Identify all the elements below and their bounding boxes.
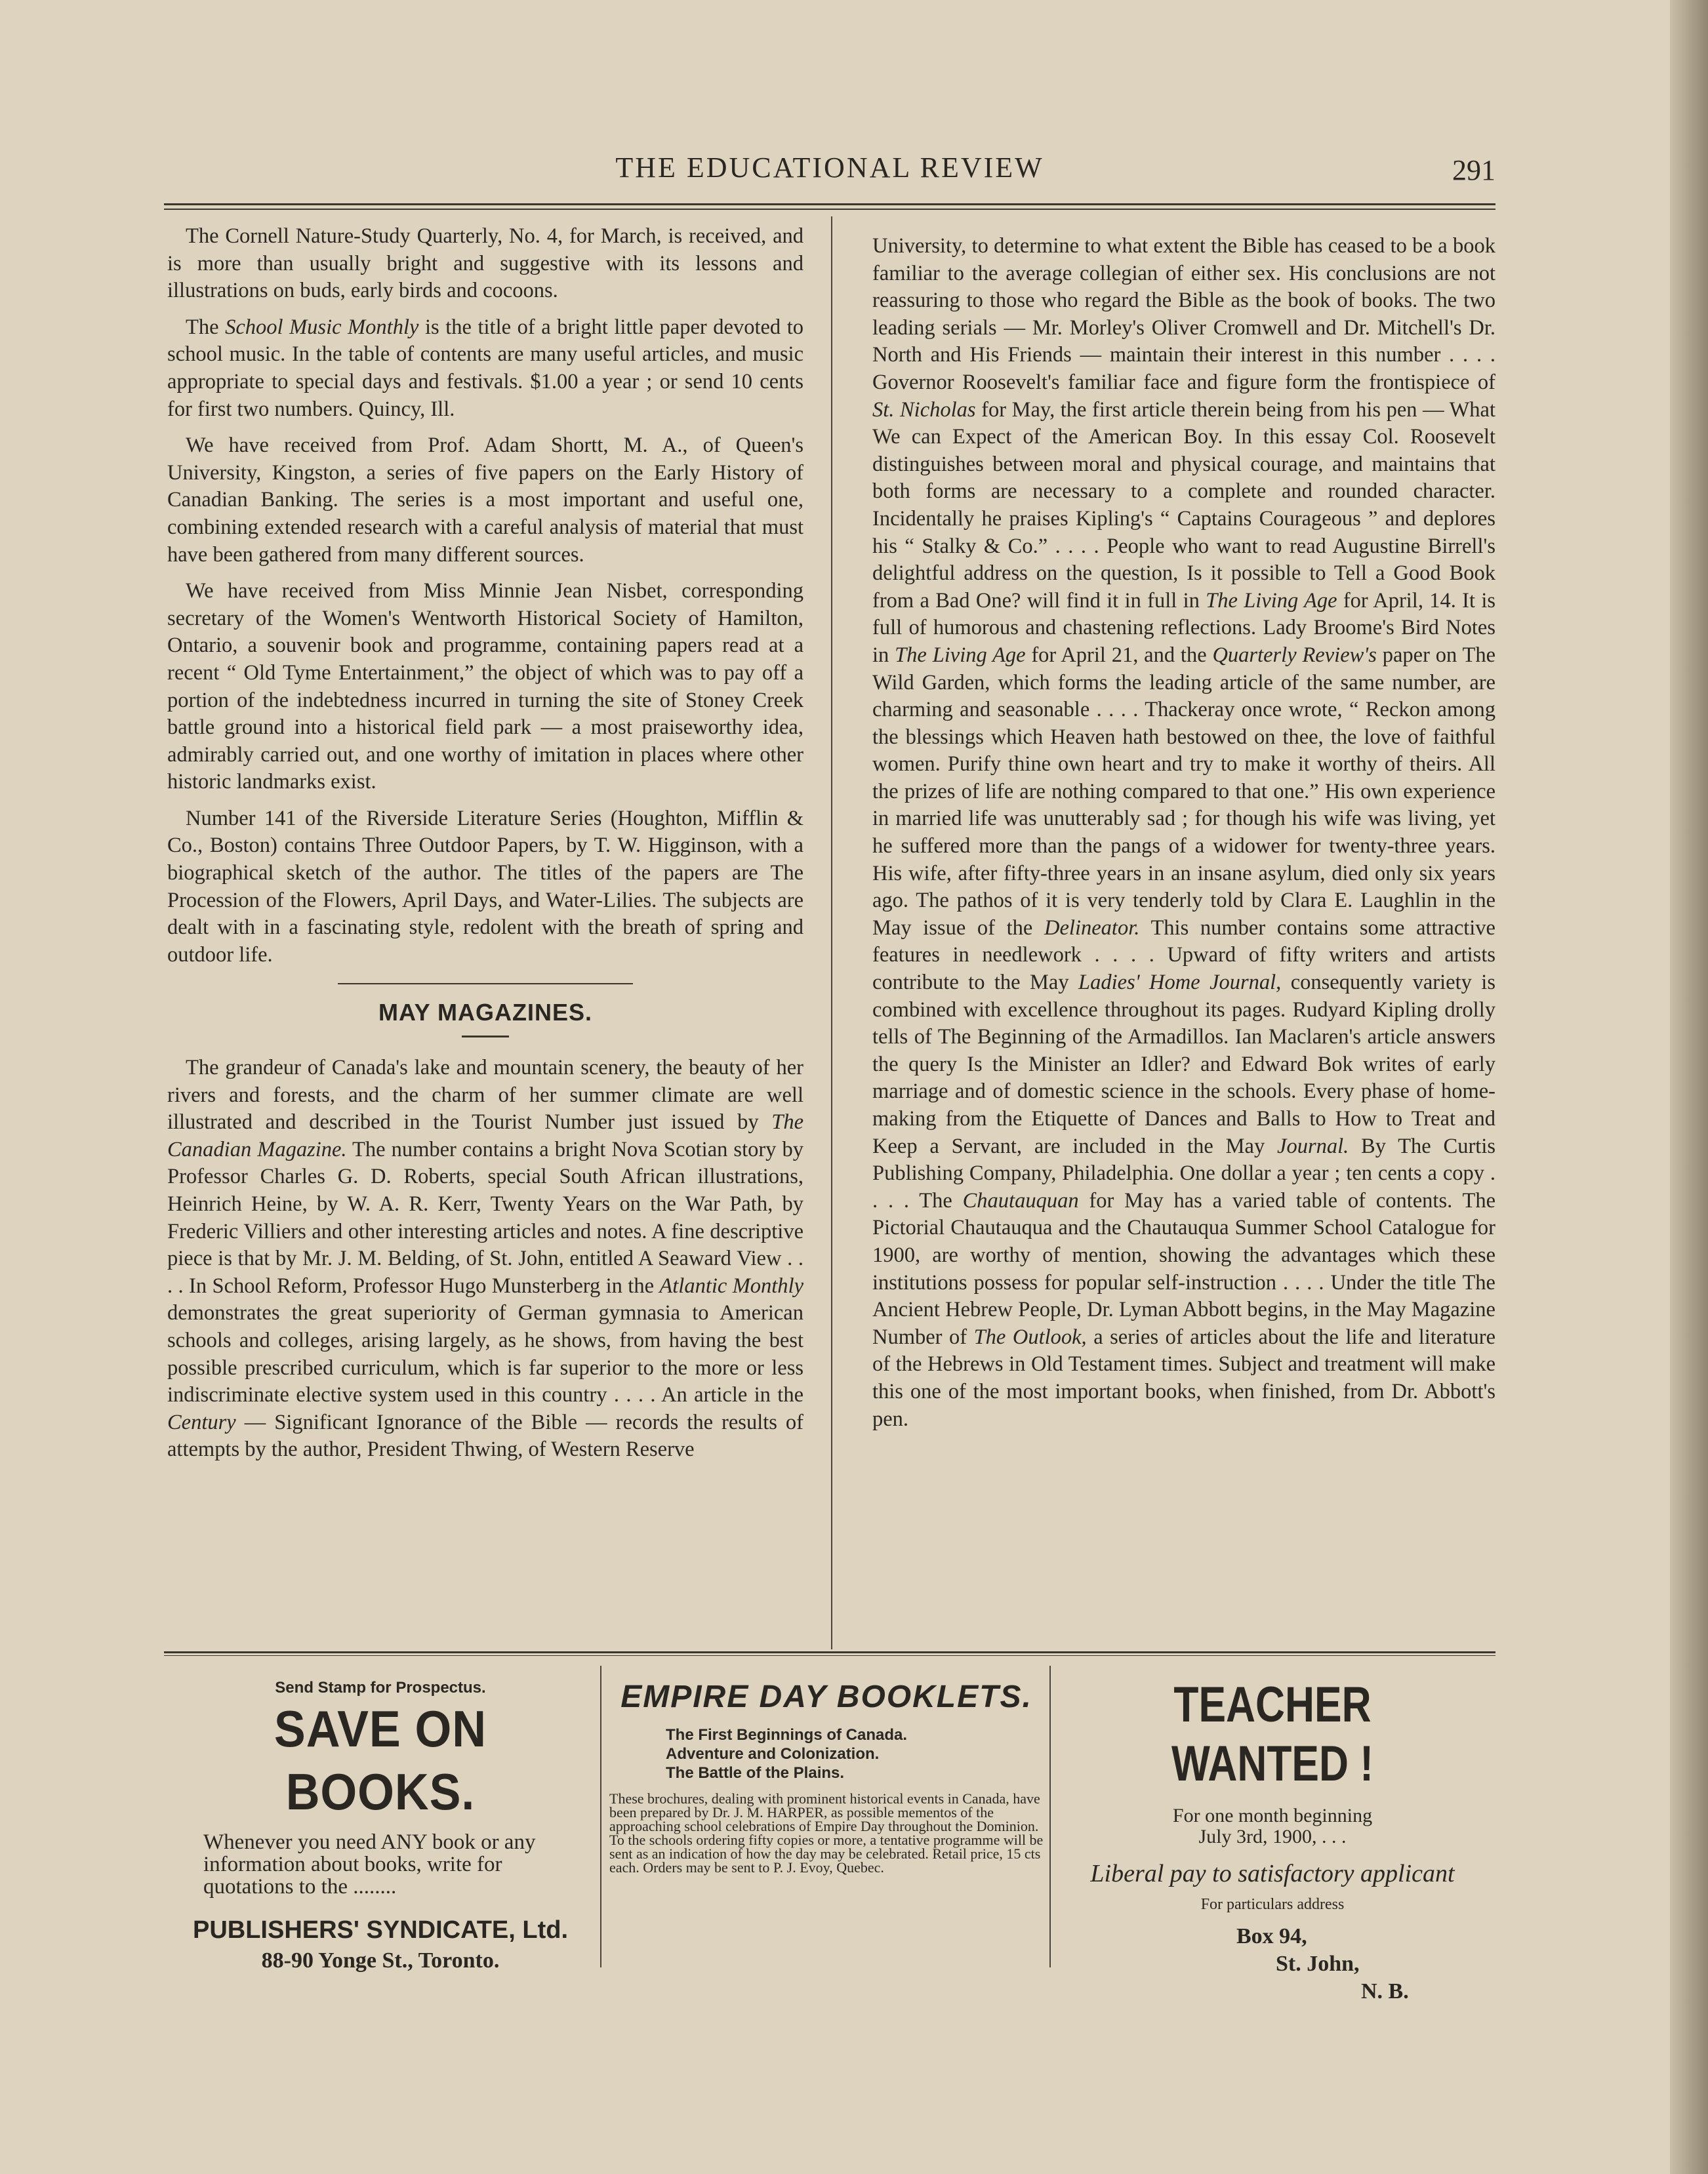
ad-teacher-box: Box 94, [1236,1924,1307,1948]
ad-save-on-books [164,1679,597,1973]
paragraph-continued: University, to determine to what extent the Bible has ceased to be a book familiar to the average collegian of either sex. His conclusions are not reassuring to those who regard the Bible as the book of books. The two leading serials — Mr. Morley's Oliver Cromwell and Dr. Mitchell's Dr. North and His Friends — maintain their interest in this number . . . . Governor Roosevelt's familiar face and figure form the frontispiece of St. Nicholas for May, the first article therein being from his pen — What We can Expect of the American Boy. In this essay Col. Roosevelt distinguishes between moral and physical courage, and maintains that both forms are necessary to a complete and rounded character. Incidentally he praises Kipling's “ Captains Courageous ” and deplores his “ Stalky & Co.” . . . . People who want to read Augustine Birrell's delightful address on the question, Is it possible to Tell a Good Book from a Bad One? will find it in full in The Living Age for April, 14. It is full of humorous and chastening reflections. Lady Broome's Bird Notes in The Living Age for April 21, and the Quarterly Review's paper on The Wild Garden, which forms the leading article of the same number, are charming and seasonable . . . . Thackeray once wrote, “ Reckon among the blessings which Heaven hath bestowed on thee, the love of faithful women. Purify thine own heart and try to make it worthy of theirs. All the prizes of life are nothing compared to that one.” His own experience in married life was unutterably sad ; for though his wife was living, yet he suffered more than the pangs of a widower for twenty-three years. His wife, after fifty-three years in an insane asylum, died only six years ago. The pathos of it is very tenderly told by Clara E. Laughlin in the May issue of the Delineator. This number contains some attractive features in needlework . . . . Upward of fifty writers and artists contribute to the May Ladies' Home Journal, consequently variety is combined with excellence throughout its pages. Rudyard Kipling drolly tells of The Beginning of the Armadillos. Ian Maclaren's article answers the query Is the Minister an Idler? and Edward Bok writes of early marriage and of domestic science in the schools. Every phase of home-making from the Etiquette of Dances and Balls to How to Treat and Keep a Servant, are included in the May Journal. By The Curtis Publishing Company, Philadelphia. One dollar a year ; ten cents a copy . . . . The Chautauquan for May has a varied table of contents. The Pictorial Chautauqua and the Chautauqua Summer School Catalogue for 1900, are worthy of mention, showing the advantages which these institutions possess for popular self-instruction . . . . Under the title The Ancient Hebrew People, Dr. Lyman Abbott begins, in the May Magazine Number of The Outlook, a series of articles about the life and literature of the Hebrews in Old Testament times. Subject and treatment will make this one of the most important books, when finished, from Dr. Abbott's pen. [872,234,1496,1431]
page-number: 291 [1452,154,1495,186]
header-rule-top [164,203,1495,205]
ad-books-address: 88-90 Yonge St., Toronto. [261,1948,500,1973]
journal-title: THE EDUCATIONAL REVIEW [615,151,1044,184]
ad-empire-titles [666,1725,1046,1782]
ad-divider-2 [1049,1666,1051,1967]
ad-teacher-city: St. John, [1276,1952,1360,1976]
ad-books-prospectus: Send Stamp for Prospectus. [275,1679,486,1697]
ad-divider-1 [600,1666,601,1967]
ad-empire-title-3: The Battle of the Plains. [666,1764,845,1782]
ad-teacher-line-1: For one month beginning [1172,1805,1373,1826]
title-underline [462,1036,509,1037]
paragraph-may-magazines: The grandeur of Canada's lake and mountain scenery, the beauty of her rivers and forests, and the charm of her summer climate are well illustrated and described in the Tourist Number just issued by The Canadian Magazine. The number contains a bright Nova Scotian story by Professor Charles G. D. Roberts, special South African illustrations, Heinrich Heine, by W. A. R. Kerr, Twenty Years on the War Path, by Frederic Villiers and other interesting articles and notes. A fine descriptive piece is that by Mr. J. M. Belding, of St. John, entitled A Seaward View . . . . In School Reform, Professor Hugo Munsterberg in the Atlantic Monthly demonstrates the great superiority of German gymnasia to American schools and colleges, arising largely, as he shows, from having the best possible prescribed curriculum, which is far superior to the more or less indiscriminate elective system used in this country . . . . An article in the Century — Significant Ignorance of the Bible — records the results of attempts by the author, President Thwing, of Western Reserve [167,1056,804,1462]
page-header [164,151,1495,190]
ad-empire-day [607,1679,1046,1874]
ad-empire-body: These brochures, dealing with prominent historical events in Canada, have been prepared by Dr. J. M. HARPER, as possible mementos of the approaching school celebrations of Empire Day throughout the Dominion. To the schools ordering fifty copies or more, a tentative programme will be sent as an indication of how the day may be celebrated. Retail price, 15 cts each. Orders may be sent to P. J. Evoy, Quebec. [609,1790,1044,1876]
paragraph-riverside: Number 141 of the Riverside Literature Series (Houghton, Mifflin & Co., Boston) contains Three Outdoor Papers, by T. W. Higginson, with a biographical sketch of the author. The titles of the papers are The Procession of the Flowers, April Days, and Water-Lilies. The subjects are dealt with in a fascinating style, redolent with the breath of spring and outdoor life. [167,806,803,967]
paragraph-school-music: The School Music Monthly is the title of a bright little paper devoted to school music. In the table of contents are many useful articles, and music appropriate to special days and festivals. $1.00 a year ; or send 10 cents for first two numbers. Quincy, Ill. [167,315,803,421]
ad-books-publisher: PUBLISHERS' SYNDICATE, Ltd. [192,1916,569,1944]
ad-teacher-headline: TEACHER WANTED ! [1171,1677,1374,1792]
ad-teacher-particulars: For particulars address [1200,1896,1345,1913]
column-divider [831,216,832,1649]
ads-rule-top [164,1651,1495,1653]
section-title: MAY MAGAZINES. [378,999,593,1026]
paragraph-banking: We have received from Prof. Adam Shortt, M. A., of Queen's University, Kingston, a series of five papers on the Early History of Canadian Banking. The series is a most important and useful one, combining extended research with a careful analysis of material that must have been gathered from many different sources. [167,433,803,567]
ad-empire-title-1: The First Beginnings of Canada. [666,1726,908,1744]
ad-empire-headline: EMPIRE DAY BOOKLETS. [620,1680,1032,1714]
paragraph-historical-society: We have received from Miss Minnie Jean Nisbet, corresponding secretary of the Women's Wentworth Historical Society of Hamilton, Ontario, a souvenir book and programme, containing papers read at a recent “ Old Tyme Entertainment,” the object of which was to pay off a portion of the indebtedness incurred in turning the site of Stoney Creek battle ground into a historical field park — a most praiseworthy idea, admirably carried out, and one worthy of imitation in places where other historic landmarks exist. [167,579,803,794]
ad-empire-title-2: Adventure and Colonization. [666,1745,880,1763]
ad-teacher-pay: Liberal pay to satisfactory applicant [1090,1860,1455,1887]
ad-teacher-address [1236,1923,1489,2005]
paragraph-cornell: The Cornell Nature-Study Quarterly, No. 4, for March, is received, and is more than usually bright and suggestive with its lessons and illustrations on buds, early birds and cocoons. [167,224,803,303]
ad-books-headline: SAVE ON BOOKS. [274,1700,487,1821]
ad-teacher-wanted [1056,1676,1489,2005]
section-separator [338,983,633,984]
ads-rule-bottom [164,1655,1495,1656]
ad-teacher-line-2: July 3rd, 1900, . . . [1198,1826,1347,1847]
ad-teacher-province: N. B. [1361,1979,1409,2003]
page-edge [1670,0,1708,2174]
right-column [872,233,1495,1442]
ad-books-body: Whenever you need ANY book or any information about books, write for quotations to the ........ [203,1830,536,1899]
header-rule-bottom [164,209,1495,210]
left-column [167,223,803,1473]
